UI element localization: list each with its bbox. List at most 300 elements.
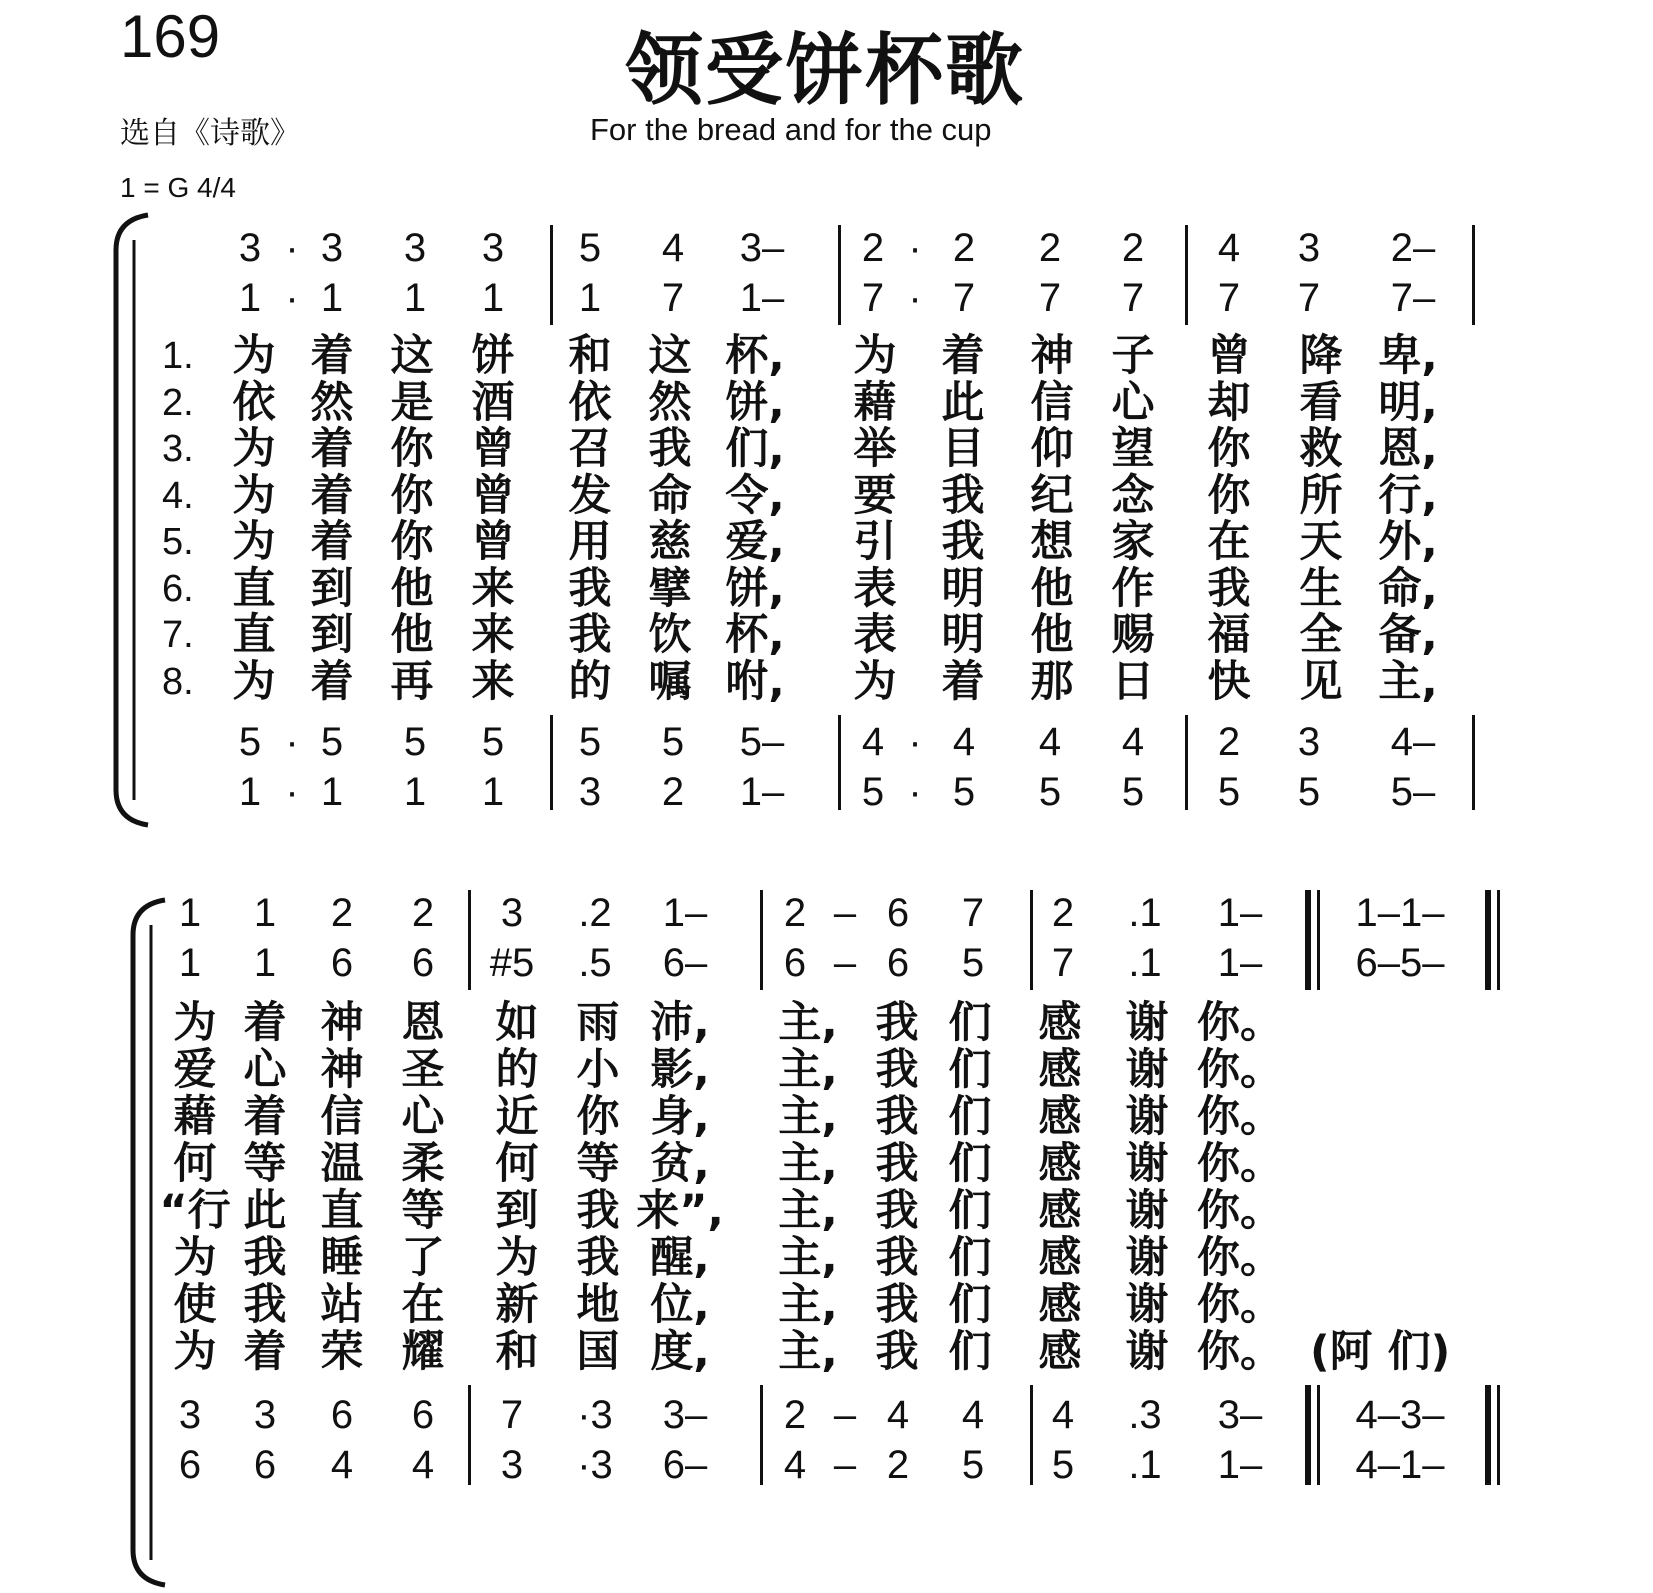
alto-note: 1– [739,276,785,320]
lyric-char: 饼, [725,377,785,428]
bass-note: · [285,770,299,814]
lyric-char: 主, [778,1045,838,1095]
lyric-char: 感 [1038,1139,1082,1189]
lyric-char: 我 [568,610,612,660]
alto-note: 6 [783,941,807,985]
lyric-char: 来”, [636,1186,724,1236]
barline [1472,715,1475,810]
tenor-note: 2 [783,1393,807,1437]
lyric-char: 曾 [471,424,515,474]
soprano-note: 1 [178,891,202,935]
alto-note: #5 [489,941,535,985]
lyric-char: 到 [310,563,354,614]
lyric-char: 行, [1378,470,1438,521]
soprano-note: · [908,226,922,270]
alto-note: 7– [1390,276,1436,320]
lyric-char: 你。 [1197,1233,1283,1283]
lyric-char: 酒 [471,377,515,428]
lyric-char: 谢 [1125,1327,1169,1377]
tenor-note: 6 [411,1393,435,1437]
lyric-char: 醒, [650,1233,710,1283]
lyric-char: 的 [568,656,612,707]
lyric-char: 的 [495,1045,539,1095]
lyric-char: 心 [243,1045,287,1095]
double-barline [1317,890,1320,990]
lyric-char: 为 [173,1233,217,1283]
tenor-note: 5 [661,720,685,764]
lyric-char: 们 [948,1186,992,1236]
alto-note: 6– [662,941,708,985]
soprano-note: 2 [330,891,354,935]
bass-note: 1– [739,770,785,814]
lyric-char: 曾 [471,470,515,521]
lyric-char: 然 [310,377,354,428]
lyric-char: 你。 [1197,1186,1283,1236]
lyric-char: 发 [568,470,612,521]
hymn-source: 选自《诗歌》 [120,116,300,151]
lyric-char: 你 [390,517,434,567]
lyric-char: 度, [650,1327,710,1377]
tenor-note: .3 [1128,1393,1162,1437]
lyric-char: 感 [1038,1280,1082,1330]
lyric-char: 那 [1030,656,1074,707]
soprano-note: 2 [861,226,885,270]
hymn-number: 169 [120,3,221,70]
lyric-char: 我 [875,1280,919,1330]
lyric-char: 为 [495,1233,539,1283]
tenor-note: 4 [1121,720,1145,764]
soprano-note: 2 [952,226,976,270]
lyric-char: 着 [941,331,985,381]
lyric-char: 和 [495,1327,539,1377]
lyric-char: 见 [1299,656,1343,707]
lyric-char: 荣 [320,1327,364,1377]
bass-note: 6 [178,1443,202,1487]
double-barline [1317,1385,1320,1485]
lyric-char: 在 [1207,517,1251,567]
soprano-note: 3 [1297,226,1321,270]
lyric-char: 你。 [1197,1280,1283,1330]
lyric-char: 我 [941,470,985,521]
alto-note: 7 [1121,276,1145,320]
lyric-char: 此 [243,1186,287,1236]
tenor-note: 3 [253,1393,277,1437]
lyric-char: 擘 [648,563,692,614]
bass-note: · [908,770,922,814]
soprano-note: 1 [253,891,277,935]
lyric-char: 主, [778,998,838,1048]
lyric-char: 来 [471,563,515,614]
lyric-char: 神 [320,1045,364,1095]
barline [760,1385,763,1485]
lyric-char: 我 [568,563,612,614]
lyric-char: 我 [1207,563,1251,614]
lyric-char: 藉 [173,1092,217,1142]
soprano-note: 1– [662,891,708,935]
lyric-char: 主, [778,1186,838,1236]
lyric-char: 他 [1030,563,1074,614]
alto-note: 1 [253,941,277,985]
lyric-char: 是 [390,377,434,428]
bass-note: 5 [961,1443,985,1487]
tenor-note: 4 [1038,720,1062,764]
verse-number: 8. [162,660,194,703]
alto-note: · [285,276,299,320]
tenor-note: 6 [330,1393,354,1437]
tenor-note: 5 [403,720,427,764]
lyric-char: 生 [1299,563,1343,614]
lyric-char: 为 [232,331,276,381]
system1-brace [108,210,158,830]
bass-note: 5 [1297,770,1321,814]
hymn-title: 领受饼杯歌 [624,26,1025,116]
lyric-char: 着 [310,331,354,381]
lyric-char: 恩, [1378,424,1438,474]
bass-note: 4 [330,1443,354,1487]
lyric-char: 这 [648,331,692,381]
lyric-char: 主, [1378,656,1438,707]
soprano-note: 4 [1217,226,1241,270]
alto-note: 5 [961,941,985,985]
soprano-note: 6 [886,891,910,935]
barline [468,1385,471,1485]
soprano-note: 2 [1038,226,1062,270]
verse-number: 4. [162,474,194,517]
lyric-char: 我 [875,1186,919,1236]
lyric-char: 着 [310,656,354,707]
lyric-char: 圣 [401,1045,445,1095]
lyric-char: 却 [1207,377,1251,428]
lyric-char: 我 [875,1045,919,1095]
alto-note: 1 [481,276,505,320]
lyric-char: 想 [1030,517,1074,567]
verse-number: 5. [162,521,194,563]
lyric-char: “行 [159,1186,231,1236]
hymn-subtitle: For the bread and for the cup [590,112,992,147]
lyric-char: 藉 [853,377,897,428]
lyric-char: 天 [1299,517,1343,567]
tenor-note: 5 [238,720,262,764]
lyric-char: 何 [173,1139,217,1189]
barline [838,225,841,325]
soprano-note: 2 [411,891,435,935]
lyric-char: 你。 [1197,1327,1283,1377]
tenor-note: ·3 [577,1393,613,1437]
soprano-note: 2 [1121,226,1145,270]
lyric-char: 信 [1030,377,1074,428]
lyric-char: 们 [948,1327,992,1377]
barline [1030,890,1033,990]
lyric-char: 到 [310,610,354,660]
lyric-char: 爱 [173,1045,217,1095]
soprano-note: 3 [481,226,505,270]
lyric-char: 你 [390,470,434,521]
barline [468,890,471,990]
verse-number: 1. [162,335,194,377]
lyric-char: 饼, [725,563,785,614]
barline [838,715,841,810]
lyric-char: 直 [232,563,276,614]
lyric-char: 我 [243,1280,287,1330]
lyric-char: 他 [390,610,434,660]
bass-note: 1 [403,770,427,814]
lyric-char: 身, [650,1092,710,1142]
bass-note: 6 [253,1443,277,1487]
lyric-char: 命 [648,470,692,521]
lyric-char: 着 [941,656,985,707]
alto-note: 1 [178,941,202,985]
soprano-note: 2 [1051,891,1075,935]
bass-note: .1 [1128,1443,1162,1487]
lyric-char: 为 [173,998,217,1048]
lyric-char: 再 [390,656,434,707]
lyric-char: 所 [1299,470,1343,521]
lyric-char: 着 [243,1092,287,1142]
bass-note: 5 [1121,770,1145,814]
bass-note: 5 [1217,770,1241,814]
alto-note: 1– [1217,941,1263,985]
lyric-char: 感 [1038,1092,1082,1142]
lyric-char: 温 [320,1139,364,1189]
lyric-char: 为 [853,331,897,381]
lyric-char: 备, [1378,610,1438,660]
lyric-char: 恩 [401,998,445,1048]
lyric-char: 举 [853,424,897,474]
lyric-char: 地 [576,1280,620,1330]
lyric-char: 家 [1111,517,1155,567]
alto-note: 1 [320,276,344,320]
lyric-char: 们 [948,998,992,1048]
bass-note: 2 [661,770,685,814]
soprano-note: 7 [961,891,985,935]
lyric-char: 明, [1378,377,1438,428]
tenor-note: 3– [1217,1393,1263,1437]
double-barline [1485,890,1491,990]
lyric-char: 救 [1299,424,1343,474]
lyric-char: 等 [243,1139,287,1189]
lyric-char: 全 [1299,610,1343,660]
lyric-char: 着 [310,470,354,521]
lyric-char: 此 [941,377,985,428]
soprano-note: 5 [578,226,602,270]
lyric-char: 快 [1207,656,1251,707]
lyric-char: 曾 [471,517,515,567]
alto-note: 6–5– [1355,941,1445,985]
lyric-char: 慈 [648,517,692,567]
lyric-char: 感 [1038,1327,1082,1377]
lyric-char: 主, [778,1092,838,1142]
bass-note: 3 [500,1443,524,1487]
lyric-char: 外, [1378,517,1438,567]
system2-brace [125,895,175,1590]
bass-note: 4 [411,1443,435,1487]
lyric-char: 谢 [1125,1139,1169,1189]
lyric-char: 感 [1038,1045,1082,1095]
lyric-char: 作 [1111,563,1155,614]
tenor-note: 5 [481,720,505,764]
alto-note: 7 [952,276,976,320]
lyric-char: 着 [310,517,354,567]
key-signature: 1 = G 4/4 [120,172,236,203]
double-barline [1497,1385,1500,1485]
lyric-char: 子 [1111,331,1155,381]
lyric-char: 神 [1030,331,1074,381]
lyric-char: 我 [243,1233,287,1283]
alto-note: 7 [861,276,885,320]
lyric-char: 我 [875,1139,919,1189]
lyric-char: 主, [778,1233,838,1283]
lyric-char: 我 [875,998,919,1048]
soprano-note: 1–1– [1355,891,1445,935]
lyric-char: 何 [495,1139,539,1189]
alto-note: – [833,941,857,985]
bass-note: 6– [662,1443,708,1487]
double-barline [1497,890,1500,990]
lyric-char: 卑, [1378,331,1438,381]
lyric-char: 为 [232,470,276,521]
alto-note: .5 [578,941,612,985]
lyric-char: 国 [576,1327,620,1377]
lyric-char: 日 [1111,656,1155,707]
lyric-char: 影, [650,1045,710,1095]
lyric-char: 他 [1030,610,1074,660]
lyric-char: 谢 [1125,1233,1169,1283]
lyric-char: 召 [568,424,612,474]
lyric-char: 仰 [1030,424,1074,474]
lyric-char: 来 [471,656,515,707]
soprano-note: .1 [1128,891,1162,935]
bass-note: 5 [861,770,885,814]
lyric-char: 你 [1207,470,1251,521]
bass-note: 2 [886,1443,910,1487]
amen-text: (阿 们) [1310,1327,1451,1377]
soprano-note: 3 [320,226,344,270]
lyric-char: 表 [853,563,897,614]
lyric-char: 要 [853,470,897,521]
lyric-char: 引 [853,517,897,567]
lyric-char: 睡 [320,1233,364,1283]
lyric-char: 们, [725,424,785,474]
lyric-char: 为 [232,517,276,567]
verse-number: 7. [162,614,194,656]
lyric-char: 神 [320,998,364,1048]
barline [760,890,763,990]
lyric-char: 们 [948,1139,992,1189]
alto-note: 7 [1051,941,1075,985]
lyric-char: 在 [401,1280,445,1330]
lyric-char: 明 [941,563,985,614]
lyric-char: 饮 [648,610,692,660]
lyric-char: 到 [495,1186,539,1236]
lyric-char: 纪 [1030,470,1074,521]
lyric-char: 目 [941,424,985,474]
lyric-char: 直 [232,610,276,660]
soprano-note: – [833,891,857,935]
lyric-char: 福 [1207,610,1251,660]
tenor-note: 4– [1390,720,1436,764]
tenor-note: 4–3– [1355,1393,1445,1437]
tenor-note: 4 [952,720,976,764]
lyric-char: 令, [725,470,785,521]
lyric-char: 站 [320,1280,364,1330]
bass-note: 4 [783,1443,807,1487]
lyric-char: 等 [576,1139,620,1189]
lyric-char: 降 [1299,331,1343,381]
alto-note: 7 [661,276,685,320]
lyric-char: 这 [390,331,434,381]
tenor-note: – [833,1393,857,1437]
alto-note: · [908,276,922,320]
lyric-char: 柔 [401,1139,445,1189]
tenor-note: · [285,720,299,764]
alto-note: 7 [1297,276,1321,320]
lyric-char: 信 [320,1092,364,1142]
lyric-char: 感 [1038,998,1082,1048]
lyric-char: 主, [778,1327,838,1377]
lyric-char: 咐, [725,656,785,707]
tenor-note: 5– [739,720,785,764]
lyric-char: 谢 [1125,1045,1169,1095]
barline [1185,225,1188,325]
tenor-note: 3 [1297,720,1321,764]
lyric-char: 爱, [725,517,785,567]
lyric-char: 为 [232,656,276,707]
lyric-char: 他 [390,563,434,614]
soprano-note: 2– [1390,226,1436,270]
tenor-note: 4 [886,1393,910,1437]
lyric-char: 用 [568,517,612,567]
lyric-char: 们 [948,1092,992,1142]
double-barline [1305,890,1311,990]
bass-note: 4–1– [1355,1443,1445,1487]
lyric-char: 们 [948,1280,992,1330]
bass-note: 1 [320,770,344,814]
lyric-char: 饼 [471,331,515,381]
soprano-note: 3 [500,891,524,935]
lyric-char: 赐 [1111,610,1155,660]
bass-note: 5 [1038,770,1062,814]
soprano-note: 3 [403,226,427,270]
tenor-note: 5 [320,720,344,764]
lyric-char: 来 [471,610,515,660]
lyric-char: 心 [1111,377,1155,428]
bass-note: 1– [1217,1443,1263,1487]
lyric-char: 你。 [1197,1139,1283,1189]
lyric-char: 雨 [576,998,620,1048]
tenor-note: 3 [178,1393,202,1437]
lyric-char: 我 [941,517,985,567]
lyric-char: 依 [568,377,612,428]
lyric-char: 新 [495,1280,539,1330]
alto-note: 1 [403,276,427,320]
lyric-char: 你。 [1197,998,1283,1048]
lyric-char: 我 [875,1233,919,1283]
lyric-char: 谢 [1125,1092,1169,1142]
lyric-char: 我 [576,1186,620,1236]
lyric-char: 谢 [1125,1186,1169,1236]
alto-note: 1 [238,276,262,320]
verse-number: 6. [162,567,194,610]
lyric-char: 谢 [1125,998,1169,1048]
lyric-char: 着 [243,998,287,1048]
lyric-char: 杯, [725,331,785,381]
verse-number: 3. [162,428,194,470]
lyric-char: 然 [648,377,692,428]
tenor-note: · [908,720,922,764]
lyric-char: 主, [778,1139,838,1189]
barline [1472,225,1475,325]
soprano-note: 2 [783,891,807,935]
